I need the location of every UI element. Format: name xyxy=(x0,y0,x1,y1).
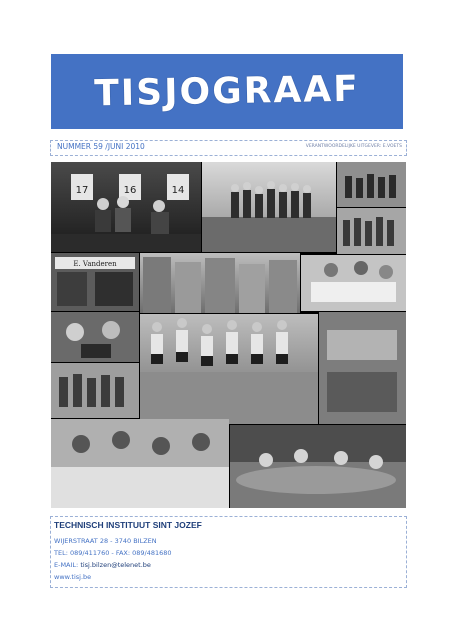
photo-group-outside xyxy=(51,363,139,418)
photo-students-laptop xyxy=(51,312,139,362)
shop-sign: E. Vanderen xyxy=(73,260,117,268)
photo-street xyxy=(140,253,300,313)
phone-fax: TEL: 089/411760 - FAX: 089/481680 xyxy=(54,549,172,557)
photo-running-race xyxy=(140,314,318,424)
publisher-credit: VERANTWOORDELIJKE UITGEVER: E.VOETS xyxy=(305,144,402,149)
masthead-title: TISJOGRAAF xyxy=(93,68,361,115)
address: WIJERSTRAAT 28 - 3740 BILZEN xyxy=(54,537,157,545)
photo-workshop xyxy=(319,312,406,424)
issue-bar xyxy=(50,140,407,156)
issue-number: NUMMER 59 /JUNI 2010 xyxy=(57,142,145,151)
email-line xyxy=(54,561,151,569)
email-label: E-MAIL: xyxy=(54,561,81,569)
photo-shop-front xyxy=(51,253,139,311)
masthead-banner xyxy=(51,54,403,129)
collage-photos xyxy=(51,162,406,508)
photo-group-field xyxy=(202,162,336,252)
jersey-number-3: 14 xyxy=(171,185,185,196)
photo-classroom-meal xyxy=(51,419,229,508)
jersey-number-2: 16 xyxy=(123,185,137,196)
jersey-number-1: 17 xyxy=(75,185,89,196)
photo-collage xyxy=(51,162,406,508)
photo-group-right-mid xyxy=(337,208,406,254)
photo-rafting xyxy=(230,425,406,508)
photo-group-right-top xyxy=(337,162,406,207)
footer-contact xyxy=(50,516,407,588)
photo-students-writing xyxy=(301,255,406,311)
email-link[interactable]: tisj.bilzen@telenet.be xyxy=(80,561,151,569)
website-link[interactable]: www.tisj.be xyxy=(54,573,92,581)
school-name: TECHNISCH INSTITUUT SINT JOZEF xyxy=(54,520,202,530)
photo-locker-room xyxy=(51,162,201,252)
